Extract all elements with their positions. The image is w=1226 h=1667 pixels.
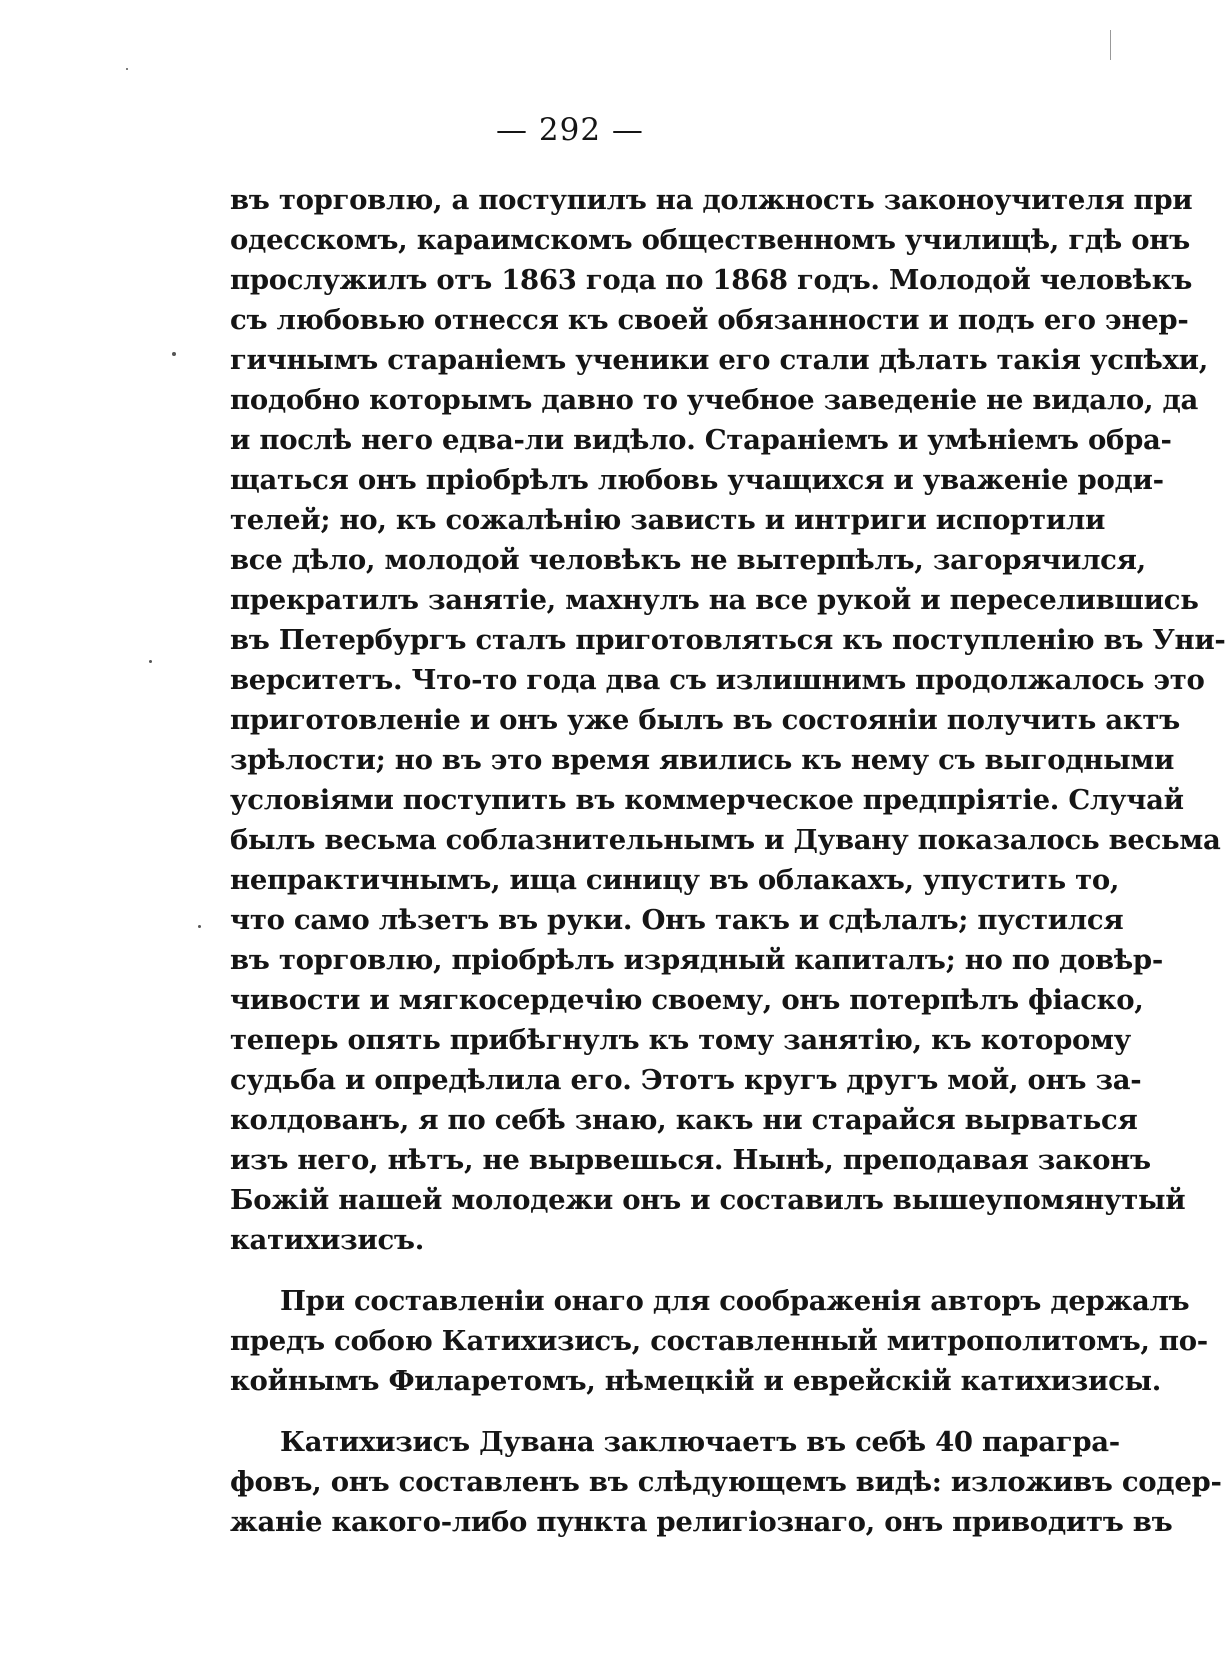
- text-line: зрѣлости; но въ это время явились къ нему съ выгодными: [230, 744, 1175, 776]
- text-line: щаться онъ пріобрѣлъ любовь учащихся и уваженіе роди-: [230, 464, 1164, 496]
- text-line: телей; но, къ сожалѣнію зависть и интриги испортили: [230, 504, 1106, 536]
- text-line: все дѣло, молодой человѣкъ не вытерпѣлъ, загорячился,: [230, 544, 1146, 576]
- text-line: въ торговлю, а поступилъ на должность законоучителя при: [230, 184, 1193, 216]
- text-line: Катихизисъ Дувана заключаетъ въ себѣ 40 парагра-: [280, 1426, 1120, 1458]
- scan-speck: [149, 660, 152, 663]
- text-line: что само лѣзетъ въ руки. Онъ такъ и сдѣлалъ; пустился: [230, 904, 1124, 936]
- text-line: условіями поступить въ коммерческое предпріятіе. Случай: [230, 784, 1184, 816]
- text-line: изъ него, нѣтъ, не вырвешься. Нынѣ, преподавая законъ: [230, 1144, 1151, 1176]
- text-line: подобно которымъ давно то учебное заведеніе не видало, да: [230, 384, 1199, 416]
- text-line: колдованъ, я по себѣ знаю, какъ ни старайся вырваться: [230, 1104, 1138, 1136]
- scan-speck: [172, 352, 176, 356]
- text-line: предъ собою Катихизисъ, составленный митрополитомъ, по-: [230, 1325, 1208, 1357]
- text-line: приготовленіе и онъ уже былъ въ состояніи получить актъ: [230, 704, 1180, 736]
- text-line: верситетъ. Что-то года два съ излишнимъ продолжалось это: [230, 664, 1205, 696]
- text-line: жаніе какого-либо пункта религіознаго, онъ приводитъ въ: [230, 1506, 1173, 1538]
- text-line: судьба и опредѣлила его. Этотъ кругъ другъ мой, онъ за-: [230, 1064, 1142, 1096]
- paragraph-gap: [230, 1401, 1038, 1422]
- text-line: прослужилъ отъ 1863 года по 1868 годъ. Молодой человѣкъ: [230, 264, 1193, 296]
- text-line: гичнымъ стараніемъ ученики его стали дѣлать такія успѣхи,: [230, 344, 1209, 376]
- text-line: былъ весьма соблазнительнымъ и Дувану показалось весьма: [230, 824, 1221, 856]
- scan-speck: [126, 68, 128, 70]
- text-line: въ Петербургъ сталъ приготовляться къ поступленію въ Уни-: [230, 624, 1226, 656]
- text-line: чивости и мягкосердечію своему, онъ потерпѣлъ фіаско,: [230, 984, 1144, 1016]
- text-line: Божій нашей молодежи онъ и составилъ вышеупомянутый: [230, 1184, 1186, 1216]
- scan-speck: [198, 925, 201, 928]
- paragraph-3: [230, 1422, 1222, 1542]
- paragraph-2: [230, 1281, 1208, 1401]
- text-line: теперь опять прибѣгнулъ къ тому занятію, къ которому: [230, 1024, 1131, 1056]
- text-line: катихизисъ.: [230, 1224, 424, 1256]
- text-line: прекратилъ занятіе, махнулъ на все рукой и переселившись: [230, 584, 1199, 616]
- paragraph-1: [230, 180, 1226, 1260]
- text-line: койнымъ Филаретомъ, нѣмецкій и еврейскій катихизисы.: [230, 1365, 1162, 1397]
- text-line: одесскомъ, караимскомъ общественномъ училищѣ, гдѣ онъ: [230, 224, 1190, 256]
- page-number: — 292 —: [496, 112, 644, 148]
- text-line: съ любовью отнесся къ своей обязанности и подъ его энер-: [230, 304, 1189, 336]
- body-text: [230, 180, 1226, 1542]
- text-line: При составленіи онаго для соображенія авторъ держалъ: [280, 1285, 1190, 1317]
- text-line: въ торговлю, пріобрѣлъ изрядный капиталъ; но по довѣр-: [230, 944, 1163, 976]
- paragraph-gap: [230, 1260, 1038, 1281]
- text-line: фовъ, онъ составленъ въ слѣдующемъ видѣ: изложивъ содер-: [230, 1466, 1222, 1498]
- text-line: и послѣ него едва-ли видѣло. Стараніемъ и умѣніемъ обра-: [230, 424, 1172, 456]
- text-line: непрактичнымъ, ища синицу въ облакахъ, упустить то,: [230, 864, 1120, 896]
- scan-edge-mark: [1110, 30, 1111, 60]
